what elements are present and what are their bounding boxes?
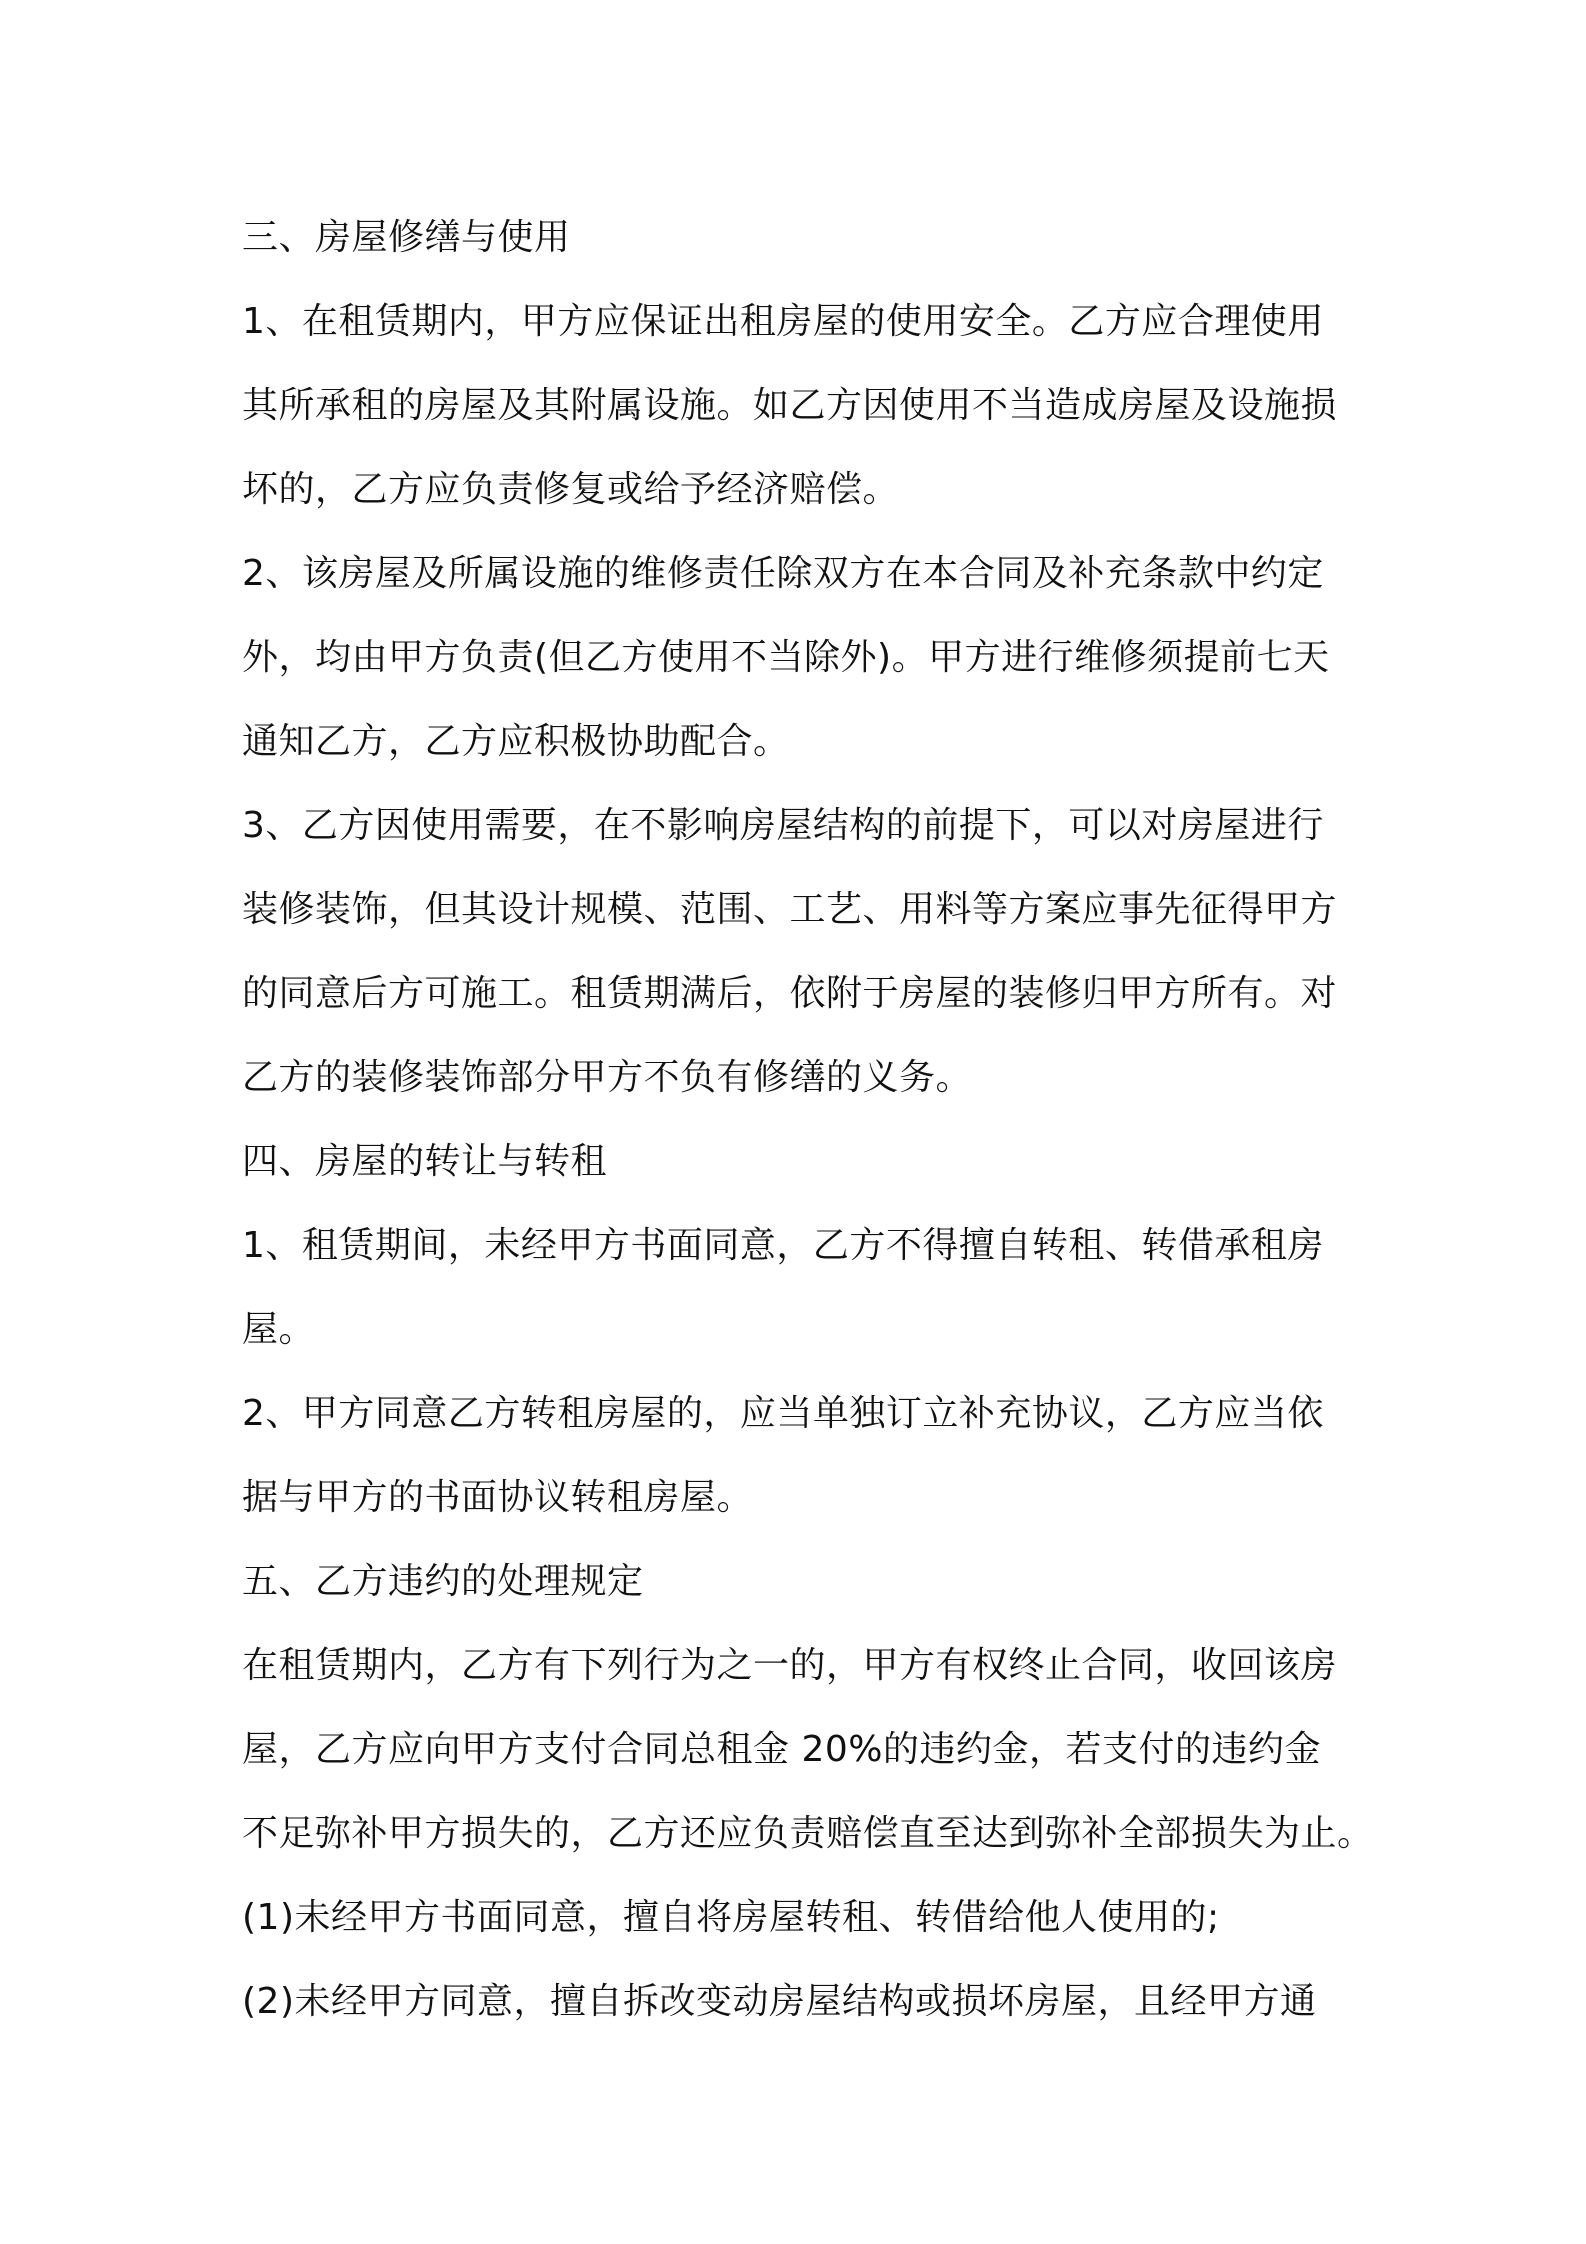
document-body	[242, 196, 1374, 2044]
section-heading-5: 五、乙方违约的处理规定	[242, 1561, 644, 1602]
paragraph-line: 外，均由甲方负责(但乙方使用不当除外)。甲方进行维修须提前七天	[242, 637, 1330, 678]
paragraph-line: 2、甲方同意乙方转租房屋的，应当单独订立补充协议，乙方应当依	[242, 1393, 1324, 1434]
paragraph-line: 坏的，乙方应负责修复或给予经济赔偿。	[242, 469, 900, 510]
paragraph-line: 屋，乙方应向甲方支付合同总租金 20%的违约金，若支付的违约金	[242, 1729, 1321, 1770]
paragraph-line: 通知乙方，乙方应积极协助配合。	[242, 721, 790, 762]
paragraph-line: 1、租赁期间，未经甲方书面同意，乙方不得擅自转租、转借承租房	[242, 1225, 1324, 1266]
paragraph-line: 乙方的装修装饰部分甲方不负有修缮的义务。	[242, 1057, 973, 1098]
paragraph-line: 屋。	[242, 1309, 316, 1350]
paragraph-line: 的同意后方可施工。租赁期满后，依附于房屋的装修归甲方所有。对	[242, 973, 1338, 1014]
paragraph-line: 3、乙方因使用需要，在不影响房屋结构的前提下，可以对房屋进行	[242, 805, 1324, 846]
paragraph-line: 不足弥补甲方损失的，乙方还应负责赔偿直至达到弥补全部损失为止。	[242, 1813, 1374, 1854]
paragraph-line: 其所承租的房屋及其附属设施。如乙方因使用不当造成房屋及设施损	[242, 385, 1338, 426]
paragraph-line: 2、该房屋及所属设施的维修责任除双方在本合同及补充条款中约定	[242, 553, 1324, 594]
section-heading-3: 三、房屋修缮与使用	[242, 217, 571, 258]
list-item-line: (2)未经甲方同意，擅自拆改变动房屋结构或损坏房屋，且经甲方通	[242, 1981, 1317, 2022]
section-heading-4: 四、房屋的转让与转租	[242, 1141, 608, 1182]
list-item-line: (1)未经甲方书面同意，擅自将房屋转租、转借给他人使用的;	[242, 1897, 1220, 1938]
paragraph-line: 据与甲方的书面协议转租房屋。	[242, 1477, 754, 1518]
paragraph-line: 在租赁期内，乙方有下列行为之一的，甲方有权终止合同，收回该房	[242, 1645, 1338, 1686]
paragraph-line: 1、在租赁期内，甲方应保证出租房屋的使用安全。乙方应合理使用	[242, 301, 1324, 342]
paragraph-line: 装修装饰，但其设计规模、范围、工艺、用料等方案应事先征得甲方	[242, 889, 1338, 930]
